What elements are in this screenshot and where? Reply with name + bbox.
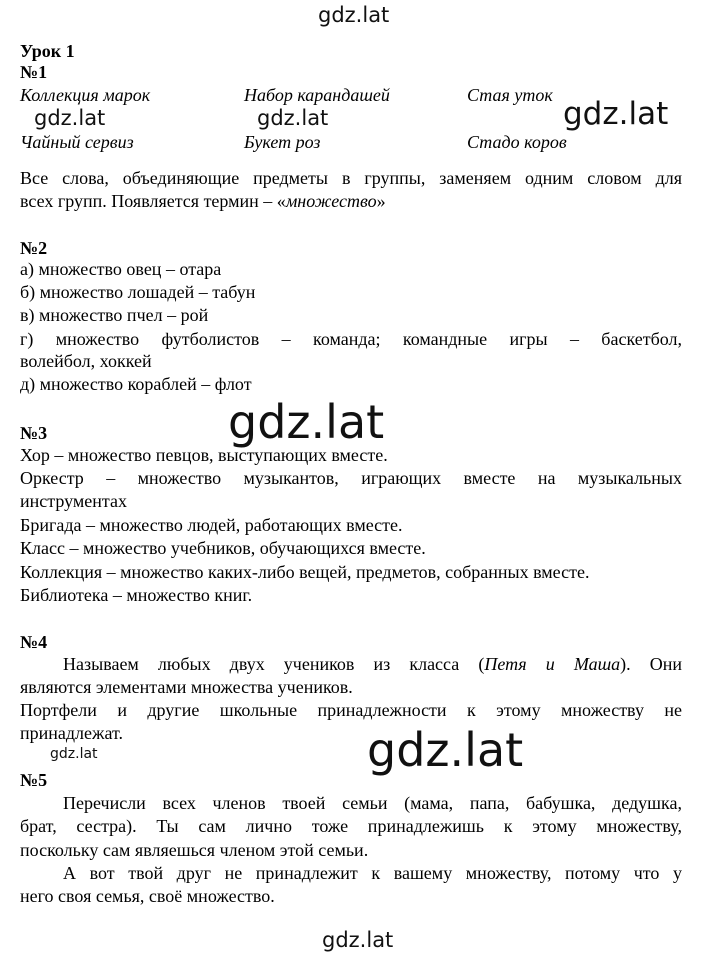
definition-line: Оркестр – множество музыкантов, играющих вместе на музыкальных [20,468,682,488]
section-3-heading: №3 [20,423,48,443]
watermark-big-right: gdz.lat [563,96,672,132]
text-fragment: Называем любых двух учеников из класса ( [63,654,485,674]
names-italic: Петя и Маша [484,654,621,674]
group-item: Набор карандашей [244,85,390,105]
definition-line: Хор – множество певцов, выступающих вместе. [20,445,388,465]
list-item: г) множество футболистов – команда; командные игры – баскетбол, [20,329,682,349]
group-item: Коллекция марок [20,85,151,105]
group-item: Чайный сервиз [20,132,134,152]
definition-line: инструментах [20,491,127,511]
text-fragment: ). Они [620,654,682,674]
section-4-line: являются элементами множества учеников. [20,677,353,697]
list-item: в) множество пчел – рой [20,305,209,325]
section-4-line: Портфели и другие школьные принадлежности к этому множеству не [20,700,682,720]
group-item: Букет роз [244,132,321,152]
section-4-line: принадлежат. [20,723,123,743]
section-5-line: А вот твой друг не принадлежит к вашему множеству, потому что у [63,863,682,883]
definition-line: Бригада – множество людей, работающих вместе. [20,515,403,535]
group-item: Стая уток [467,85,553,105]
section-5-line: поскольку сам являешься членом этой семьи. [20,840,369,860]
watermark-small-section4: gdz.lat [50,746,98,762]
section-1-paragraph-line [20,190,682,213]
list-item: а) множество овец – отара [20,259,222,279]
watermark-top: gdz.lat [318,3,390,27]
watermark-after-group: gdz.lat [34,106,106,130]
definition-line: Класс – множество учебников, обучающихся вместе. [20,538,426,558]
section-5-line: брат, сестра). Ты сам лично тоже принадлежишь к этому множеству, [20,816,682,836]
list-item: б) множество лошадей – табун [20,282,256,302]
definition-line: Коллекция – множество каких-либо вещей, предметов, собранных вместе. [20,562,590,582]
section-2-heading: №2 [20,238,48,258]
watermark-bottom: gdz.lat [322,928,394,952]
text-fragment: » [376,191,386,211]
list-item: волейбол, хоккей [20,351,152,371]
section-4-heading: №4 [20,632,48,652]
watermark-big-section3: gdz.lat [228,395,385,449]
group-item: Стадо коров [467,132,567,152]
definition-line: Библиотека – множество книг. [20,585,253,605]
lesson-title: Урок 1 [20,41,75,61]
watermark-big-section4: gdz.lat [367,723,524,777]
section-1-heading: №1 [20,62,48,82]
text-fragment: всех групп. Появляется термин – « [20,191,286,211]
watermark-mid-group: gdz.lat [257,106,329,130]
list-item: д) множество кораблей – флот [20,374,252,394]
term-italic: множество [285,191,377,211]
section-5-line: Перечисли всех членов твоей семьи (мама, папа, бабушка, дедушка, [63,793,682,813]
section-5-line: него своя семья, своё множество. [20,886,275,906]
section-1-paragraph-line: Все слова, объединяющие предметы в группы, заменяем одним словом для [20,168,682,188]
section-5-heading: №5 [20,770,48,790]
section-4-line [20,653,682,676]
